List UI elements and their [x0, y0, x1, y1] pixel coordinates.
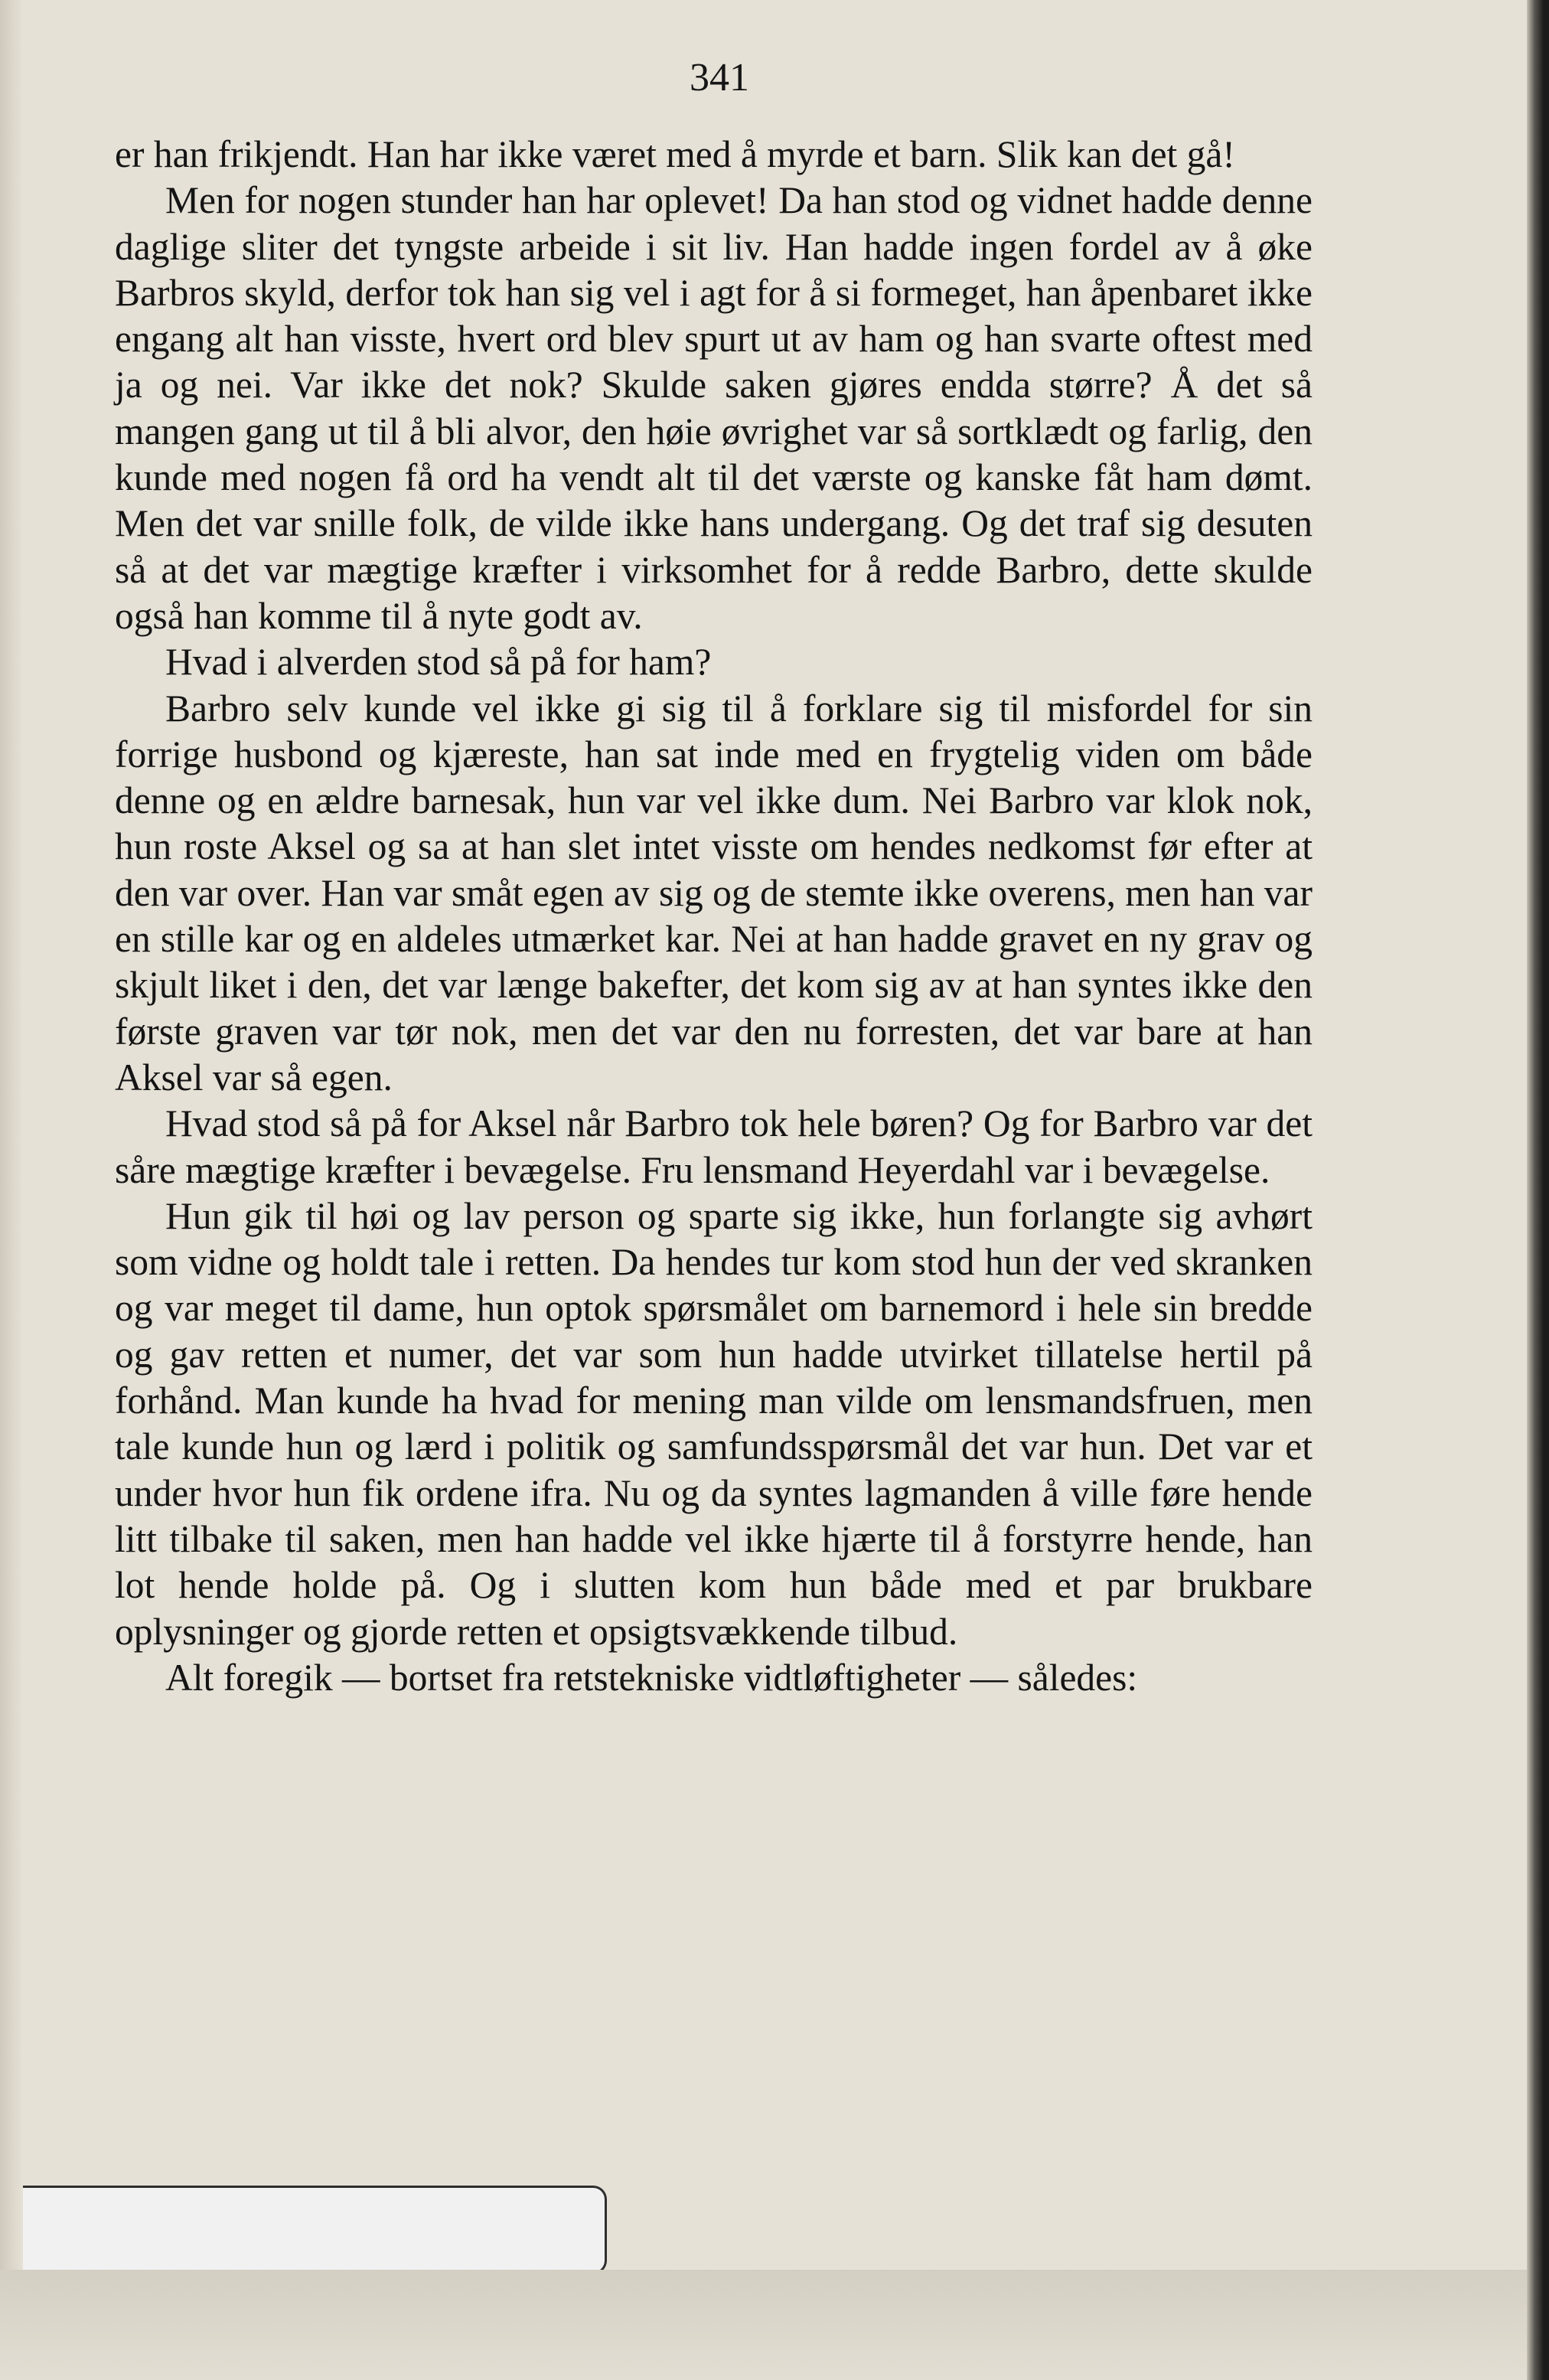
- page-edge: [1527, 0, 1549, 2380]
- paragraph: er han frikjendt. Han har ikke været med å myrde et barn. Slik kan det gå!: [115, 133, 1235, 175]
- paragraph: Alt foregik — bortset fra retstekniske vidtløftigheter — således:: [165, 1656, 1138, 1699]
- paragraph: Barbro selv kunde vel ikke gi sig til å forklare sig til misfordel for sin forrige husbond og kjæreste, han sat inde med en frygtelig viden om både denne og en ældre barnesak, hun var vel ikke dum. Nei Barbro var klok nok, hun roste Aksel og sa at han slet intet visste om hendes nedkomst før efter at den var over. Han var småt egen av sig og de stemte ikke overens, men han var en stille kar og en aldeles utmærket kar. Nei at han hadde gravet en ny grav og skjult liket i den, det var længe bakefter, det kom sig av at han syntes ikke den første graven var tør nok, men det var den nu forresten, det var bare at han Aksel var så egen.: [115, 687, 1313, 1099]
- page-number: 341: [690, 56, 749, 100]
- paper-slip: [23, 2186, 607, 2274]
- paragraph: Hvad i alverden stod så på for ham?: [165, 641, 712, 684]
- paragraph: Hvad stod så på for Aksel når Barbro tok hele børen? Og for Barbro var det såre mægtige kræfter i bevægelse. Fru lensmand Heyerdahl var i bevægelse.: [115, 1102, 1313, 1191]
- paragraph: Hun gik til høi og lav person og sparte sig ikke, hun forlangte sig avhørt som vidne og holdt tale i retten. Da hendes tur kom stod hun der ved skranken og var meget til dame, hun optok spørsmålet om barnemord i hele sin bredde og gav retten et numer, det var som hun hadde utvirket tillatelse hertil på forhånd. Man kunde ha hvad for mening man vilde om lensmandsfruen, men tale kunde hun og lærd i politik og samfundsspørsmål det var hun. Det var et under hvor hun fik ordene ifra. Nu og da syntes lagmanden å ville føre hende litt tilbake til saken, men han hadde vel ikke hjærte til å forstyrre hende, han lot hende holde på. Og i slutten kom hun både med et par brukbare oplysninger og gjorde retten et opsigtsvækkende tilbud.: [115, 1194, 1313, 1653]
- page-bottom-margin: [0, 2270, 1527, 2380]
- gutter-shadow: [0, 0, 23, 2380]
- body-text: [115, 132, 1313, 1701]
- paragraph: Men for nogen stunder han har oplevet! Da han stod og vidnet hadde denne daglige sliter det tyngste arbeide i sit liv. Han hadde ingen fordel av å øke Barbros skyld, derfor tok han sig vel i agt for å si formeget, han åpenbaret ikke engang alt han visste, hvert ord blev spurt ut av ham og han svarte oftest med ja og nei. Var ikke det nok? Skulde saken gjøres endda større? Å det så mangen gang ut til å bli alvor, den høie øvrighet var så sortklædt og farlig, den kunde med nogen få ord ha vendt alt til det værste og kanske fåt ham dømt. Men det var snille folk, de vilde ikke hans undergang. Og det traf sig desuten så at det var mægtige kræfter i virksomhet for å redde Barbro, dette skulde også han komme til å nyte godt av.: [115, 179, 1313, 637]
